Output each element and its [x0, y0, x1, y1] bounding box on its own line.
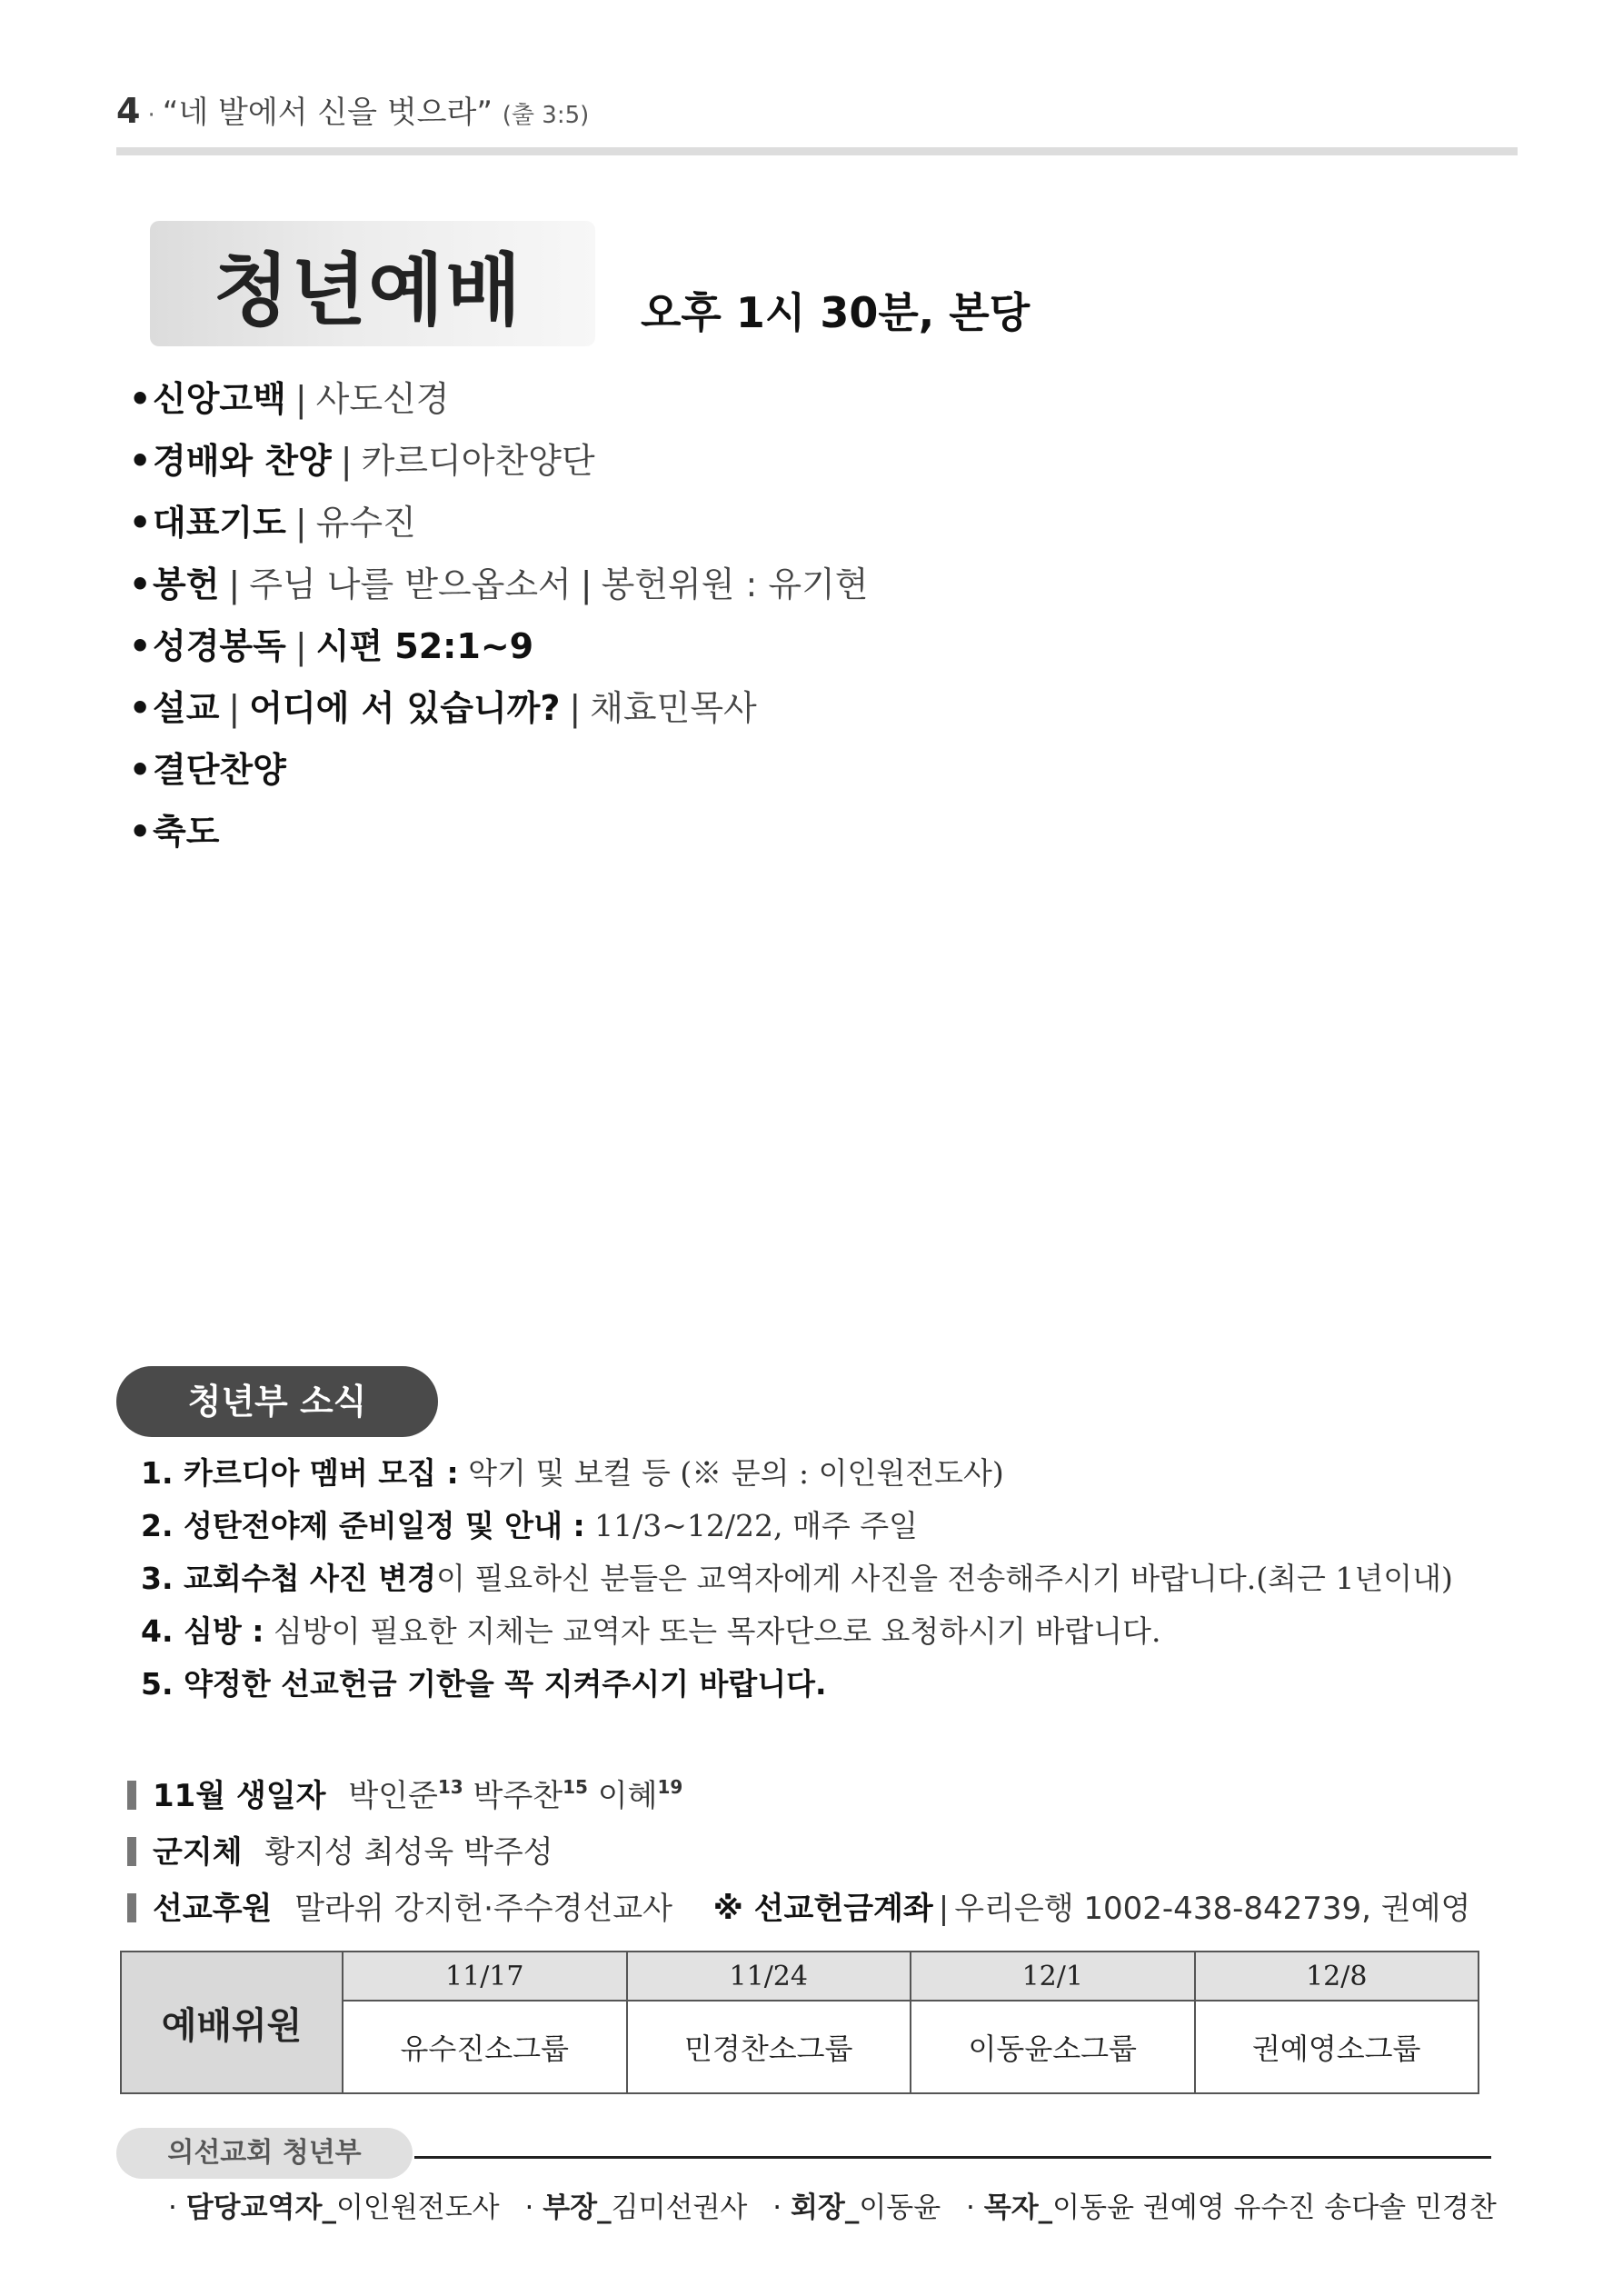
service-item [129, 492, 1401, 554]
staff-name: 이동윤 권예영 유수진 송다솔 민경찬 [1052, 2191, 1497, 2224]
header-quote: “네 발에서 신을 벗으라” [162, 95, 493, 131]
service-value: 사도신경 [315, 379, 450, 419]
bullet: • [129, 688, 152, 728]
info-section [127, 1768, 1508, 1937]
separator: | [294, 626, 307, 666]
table-date: 11/24 [627, 1952, 911, 2001]
military-label: 군지체 [153, 1834, 243, 1871]
military-row [127, 1824, 1508, 1881]
sermon-title: 어디에 서 있습니까? [249, 688, 561, 728]
separator: | [228, 564, 241, 604]
service-label: 신앙고백 [153, 379, 286, 419]
bar-marker [127, 1781, 136, 1810]
page-number: 4 [116, 91, 141, 131]
separator: | [938, 1891, 950, 1927]
separator: | [228, 688, 241, 728]
scripture-reading: 시편 52:1~9 [315, 626, 534, 666]
news-item-heading: 5. 약정한 선교헌금 기한을 꼭 지켜주시기 바랍니다. [141, 1666, 827, 1702]
bullet: • [129, 812, 152, 852]
separator: | [294, 503, 307, 543]
news-heading: 청년부 소식 [187, 1382, 367, 1422]
service-item [129, 368, 1401, 430]
news-item-heading: 1. 카르디아 멤버 모집 : [141, 1455, 459, 1491]
birthday-day: 15 [563, 1776, 588, 1798]
staff-name: 이인원전도사 [335, 2191, 500, 2224]
news-item [141, 1605, 1504, 1658]
service-item [129, 801, 1401, 863]
bar-marker [127, 1837, 136, 1866]
birthday-label: 11월 생일자 [153, 1778, 326, 1814]
news-item-heading: 2. 성탄전야제 준비일정 및 안내 : [141, 1508, 585, 1543]
service-item [129, 677, 1401, 739]
service-value: 주님 나를 받으옵소서 [249, 564, 572, 604]
mission-row [127, 1881, 1508, 1937]
mission-label: 선교후원 [153, 1891, 273, 1927]
separator: | [340, 441, 353, 481]
news-item-heading: 4. 심방 : [141, 1613, 264, 1649]
birthday-day: 13 [437, 1776, 463, 1798]
bullet: • [129, 441, 152, 481]
service-label: 대표기도 [153, 503, 286, 543]
table-group: 유수진소그룹 [343, 2001, 627, 2093]
missionaries: 말라위 강지헌·주수경선교사 [294, 1891, 672, 1927]
military-names: 황지성 최성욱 박주성 [264, 1834, 553, 1871]
bullet: • [129, 503, 152, 543]
staff-role: 회장_ [790, 2191, 860, 2224]
header-reference: (출 3:5) [502, 102, 590, 129]
news-item-heading: 3. 교회수첩 사진 변경 [141, 1561, 436, 1596]
news-item [141, 1447, 1504, 1500]
order-of-service [129, 368, 1401, 863]
bullet: • [129, 379, 152, 419]
page-header [116, 87, 589, 132]
service-item [129, 739, 1401, 801]
news-item [141, 1658, 1504, 1711]
birthday-day: 19 [657, 1776, 683, 1798]
birthday-person [598, 1778, 683, 1814]
birthday-name: 박주찬 [473, 1778, 563, 1814]
footer-dot: · [524, 2191, 534, 2224]
table-date: 11/17 [343, 1952, 627, 2001]
bullet: • [129, 564, 152, 604]
staff-role: 담당교역자_ [185, 2191, 336, 2224]
news-item [141, 1552, 1504, 1605]
account-number: 우리은행 1002-438-842739, 권예영 [954, 1891, 1471, 1927]
footer-divider [414, 2156, 1491, 2159]
service-value: 카르디아찬양단 [361, 441, 595, 481]
bar-marker [127, 1893, 136, 1922]
staff-role: 부장_ [543, 2191, 612, 2224]
table-group: 민경찬소그룹 [627, 2001, 911, 2093]
news-item [141, 1500, 1504, 1552]
news-item-text: 심방이 필요한 지체는 교역자 또는 목자단으로 요청하시기 바랍니다. [264, 1613, 1161, 1649]
separator: | [569, 688, 582, 728]
bullet: • [129, 750, 152, 790]
news-item-text: 11/3~12/22, 매주 주일 [584, 1508, 919, 1543]
service-label: 봉헌 [153, 564, 220, 604]
table-date: 12/8 [1195, 1952, 1479, 2001]
service-label: 축도 [153, 812, 220, 852]
service-value: 유수진 [315, 503, 416, 543]
news-item-text: 이 필요하신 분들은 교역자에게 사진을 전송해주시기 바랍니다.(최근 1년이내) [436, 1561, 1453, 1596]
news-item-text: 악기 및 보컬 등 (※ 문의 : 이인원전도사) [458, 1455, 1004, 1491]
service-label: 성경봉독 [153, 626, 286, 666]
page-title: 청년예배 [214, 245, 523, 336]
service-item [129, 430, 1401, 492]
staff-role: 목자_ [983, 2191, 1053, 2224]
staff-name: 김미선권사 [611, 2191, 748, 2224]
header-dot: · [147, 102, 155, 129]
separator: | [294, 379, 307, 419]
service-item [129, 615, 1401, 677]
footer-dot: · [168, 2191, 177, 2224]
service-time-place: 오후 1시 30분, 본당 [641, 288, 1031, 337]
footer-org: 의선교회 청년부 [167, 2137, 362, 2169]
birthday-row [127, 1768, 1508, 1824]
account-label: ※ 선교헌금계좌 [712, 1891, 933, 1927]
footer-dot: · [772, 2191, 782, 2224]
separator: | [580, 564, 592, 604]
service-label: 결단찬양 [153, 750, 286, 790]
table-label: 예배위원 [121, 1952, 343, 2093]
table-group: 이동윤소그룹 [911, 2001, 1195, 2093]
news-list [141, 1447, 1504, 1711]
service-label: 경배와 찬양 [153, 441, 332, 481]
header-divider [116, 147, 1518, 155]
staff-name: 이동윤 [859, 2191, 941, 2224]
bullet: • [129, 626, 152, 666]
table-date: 12/1 [911, 1952, 1195, 2001]
service-extra: 봉헌위원 : 유기현 [601, 564, 869, 604]
table-group: 권예영소그룹 [1195, 2001, 1479, 2093]
birthday-person [473, 1778, 588, 1814]
service-item [129, 554, 1401, 615]
birthday-person [348, 1778, 463, 1814]
footer-staff [168, 2184, 1497, 2225]
birthday-name: 이혜 [597, 1778, 658, 1814]
service-label: 설교 [153, 688, 220, 728]
birthday-name: 박인준 [348, 1778, 438, 1814]
worship-committee-table [120, 1951, 1479, 2094]
footer-dot: · [966, 2191, 975, 2224]
preacher: 채효민목사 [590, 688, 757, 728]
